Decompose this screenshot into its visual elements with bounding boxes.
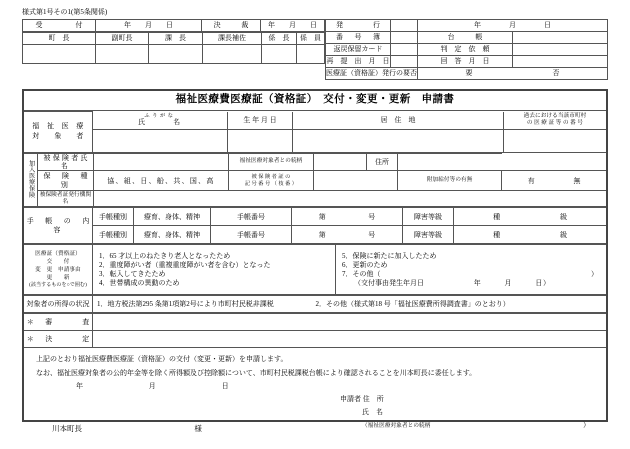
receipt-row-table	[22, 19, 325, 32]
page-title: 福祉医療費医療証（資格証） 交付・変更・更新 申請書	[24, 91, 606, 111]
past-cert-header: 過去における当該市町村 の 医 療 証 等 の 番 号	[504, 112, 607, 130]
applicant-block	[340, 393, 590, 432]
reason-item-4[interactable]: 4．世帯構成の異動のため	[99, 279, 180, 288]
reason-item-5[interactable]: 5．保険に新たに加入したため	[342, 252, 437, 261]
reason-item-7-close: ）	[591, 270, 598, 279]
declaration-date[interactable]: 年 月 日	[76, 381, 240, 390]
relation-label: 福祉医療対象者との続柄	[229, 153, 314, 171]
table-row	[24, 245, 606, 295]
reason-label: 医療証（資格証） 交 付 変 更 申請事由 更 新 (該当するものを○で囲む)	[24, 245, 93, 295]
issue-label-0: 発 行	[326, 20, 391, 32]
top-header-area	[22, 19, 608, 80]
applicant-address-row[interactable]	[340, 393, 590, 406]
official-header-3: 課長補佐	[203, 33, 262, 45]
review-label: ＊ 審 査	[24, 314, 93, 331]
address-input[interactable]	[293, 129, 504, 152]
declaration-block	[24, 348, 606, 393]
techo-number-input-1[interactable]	[292, 226, 403, 244]
techo-number-input-0[interactable]	[292, 208, 403, 226]
issue-need-options	[418, 68, 608, 80]
mayor-name: 川本町長	[52, 424, 82, 434]
insurance-side-label: 加入医療保険	[24, 153, 38, 207]
officials-table	[22, 32, 325, 64]
issue-value-3[interactable]	[391, 56, 418, 68]
techo-gou-0: 号	[368, 212, 376, 221]
official-header-5: 係 員	[297, 33, 325, 45]
birth-input[interactable]	[228, 129, 293, 152]
techo-dai-1: 第	[318, 230, 326, 239]
official-header-4: 係 長	[262, 33, 297, 45]
reason-right-column	[336, 245, 607, 295]
declaration-line-2: なお、福祉医療対象者の公的年金等を除く所得額及び控除額について、市町村民税課税台帳により確認されることを川本町長に委任します。	[36, 368, 477, 377]
address-label: 住所	[367, 153, 398, 171]
issue-label2-2: 判 定 依 頼	[418, 44, 513, 56]
form-number: 様式第1号その1(第5条関係)	[22, 8, 108, 16]
symbol-number-input[interactable]	[314, 171, 398, 191]
issuer-input[interactable]	[94, 191, 607, 207]
issue-label2-3: 回 答 月 日	[418, 56, 513, 68]
issue-need-yes-option[interactable]: 要	[465, 69, 473, 78]
reason-item-1[interactable]: 1．65 才以上のねたきり老人となったため	[99, 252, 231, 261]
reason-left-column	[93, 245, 336, 295]
income-label: 対象者の所得の状況	[24, 296, 93, 313]
table-row	[24, 226, 606, 244]
official-header-1: 副町長	[96, 33, 149, 45]
official-header-0: 町 長	[23, 33, 96, 45]
past-cert-input[interactable]	[504, 129, 607, 152]
techo-table	[24, 207, 606, 244]
address-header: 居 住 地	[293, 112, 504, 130]
official-stamp-1[interactable]	[96, 45, 149, 64]
table-row	[326, 56, 608, 68]
issue-label-2: 返戻保留カード	[326, 44, 391, 56]
official-stamp-2[interactable]	[149, 45, 203, 64]
table-row	[326, 68, 608, 80]
techo-kyu-1: 級	[559, 230, 567, 239]
name-furigana-label: ふりがな	[144, 112, 176, 119]
techo-kyu-0: 級	[559, 212, 567, 221]
issue-date-0[interactable]: 年 月 日	[418, 20, 608, 32]
applicant-name-row[interactable]	[340, 406, 590, 419]
name-input[interactable]	[93, 129, 228, 152]
income-table	[24, 295, 606, 313]
decision-label: ＊ 決 定	[24, 331, 93, 348]
issue-value-0[interactable]	[391, 20, 418, 32]
income-options	[93, 296, 607, 313]
table-row	[23, 20, 325, 32]
mayor-line	[52, 424, 202, 433]
review-input[interactable]	[93, 314, 607, 331]
issue-value2-1[interactable]	[513, 32, 608, 44]
table-row	[24, 331, 606, 348]
name-header	[93, 112, 228, 130]
techo-grade-input-0[interactable]	[454, 208, 607, 226]
issue-label-1: 番 号 簿	[326, 32, 391, 44]
techo-grade-label-0: 障害等級	[403, 208, 454, 226]
techo-dai-0: 第	[318, 212, 326, 221]
relation-input[interactable]	[314, 153, 367, 171]
target-person-table	[24, 111, 606, 153]
applicant-relation-label: （福祉医療対象者との続柄	[362, 423, 431, 430]
table-row	[23, 33, 325, 45]
receipt-date-cell[interactable]: 年 月 日	[96, 20, 202, 32]
reason-item-7[interactable]	[342, 270, 606, 278]
target-person-label: 福 祉 医 療 対 象 者	[24, 112, 93, 153]
applicant-relation-close: ）	[583, 421, 590, 430]
techo-shu-1: 種	[493, 230, 501, 239]
issue-reason-date[interactable]	[342, 279, 606, 287]
applicant-relation-row[interactable]	[340, 419, 590, 432]
table-row	[24, 112, 606, 130]
official-stamp-0[interactable]	[23, 45, 96, 64]
applicant-name-label: 氏 名	[362, 408, 383, 417]
insurance-type-label: 保 険 種 別	[38, 171, 94, 191]
reason-item-6[interactable]: 6．更新のため	[342, 261, 388, 270]
issue-value-2[interactable]	[391, 44, 418, 56]
table-row	[24, 129, 606, 152]
receipt-approval-table	[22, 19, 325, 64]
supplement-label: 附加給付等の有無	[398, 171, 502, 191]
receipt-label: 受 付	[23, 20, 96, 32]
signature-area	[24, 393, 606, 449]
supplement-yes-option[interactable]: 有	[527, 176, 535, 185]
official-stamp-3[interactable]	[203, 45, 262, 64]
table-row	[326, 32, 608, 44]
approval-label: 決 裁	[202, 20, 261, 32]
symbol-number-label: 被 保 険 者 証 の 記 号 番 号 （ 枝 番 ）	[229, 171, 314, 191]
table-row	[326, 44, 608, 56]
techo-grade-input-1[interactable]	[454, 226, 607, 244]
issue-label-3: 再 提 出 月 日	[326, 56, 391, 68]
issue-value2-2[interactable]	[513, 44, 608, 56]
supplement-options	[502, 171, 606, 191]
insured-name-input[interactable]	[94, 153, 229, 171]
table-row	[326, 20, 608, 32]
decision-input[interactable]	[93, 331, 607, 348]
techo-kind-options-0[interactable]: 療育、身体、精神	[134, 208, 211, 226]
income-option-1[interactable]: 1．地方税法第295 条第1項第2号により市町村民税非課税	[97, 300, 274, 309]
techo-grade-label-1: 障害等級	[403, 226, 454, 244]
reason-item-3[interactable]: 3．転入してきたため	[99, 270, 166, 279]
techo-kind-label-0: 手帳種別	[93, 208, 134, 226]
table-row	[24, 208, 606, 226]
insured-address-input[interactable]	[398, 153, 502, 171]
official-stamp-4[interactable]	[262, 45, 297, 64]
sama-honorific: 様	[194, 424, 202, 434]
issue-reason-date-value: 年 月 日）	[473, 279, 551, 288]
issue-label2-1: 台 帳	[418, 32, 513, 44]
declaration-line-1: 上記のとおり福祉医療費医療証（資格証）の交付（変更・更新）を申請します。	[36, 355, 288, 364]
issue-table	[325, 19, 608, 80]
issue-need-no-option[interactable]: 否	[552, 69, 560, 78]
official-stamp-5[interactable]	[297, 45, 325, 64]
table-row	[24, 171, 606, 191]
techo-number-label-0: 手帳番号	[211, 208, 292, 226]
insurance-type-options[interactable]: 協、組、日、船、共、国、高	[94, 171, 229, 191]
issue-rows-table	[325, 19, 608, 80]
insured-name-label: 被保険者氏名	[38, 153, 94, 171]
name-label: 氏 名	[138, 118, 182, 127]
techo-kind-options-1[interactable]: 療育、身体、精神	[134, 226, 211, 244]
issue-reason-date-label: （交付事由発生年月日	[354, 279, 424, 288]
birth-header: 生 年 月 日	[228, 112, 293, 130]
supplement-no-option[interactable]: 無	[573, 176, 581, 185]
techo-kind-label-1: 手帳種別	[93, 226, 134, 244]
techo-gou-1: 号	[368, 230, 376, 239]
reason-item-7-label: 7．その他（	[342, 270, 381, 279]
table-row	[24, 296, 606, 313]
techo-shu-0: 種	[493, 212, 501, 221]
insurance-table	[24, 153, 606, 208]
official-header-2: 課 長	[149, 33, 203, 45]
reason-table	[24, 244, 606, 295]
reason-item-2[interactable]: 2．重度障がい者（重複重度障がい者を含む）となった	[99, 261, 271, 270]
techo-label: 手 帳 の 内 容	[24, 208, 93, 244]
table-row	[23, 45, 325, 64]
applicant-address-label: 申請者 住 所	[340, 395, 384, 404]
table-row	[24, 191, 606, 207]
application-form-box	[22, 89, 608, 434]
issue-value2-3[interactable]	[513, 56, 608, 68]
table-row	[24, 314, 606, 331]
issue-need-label: 医療証（資格証）発行の要否	[326, 68, 418, 80]
review-table	[24, 313, 606, 348]
techo-number-label-1: 手帳番号	[211, 226, 292, 244]
table-row	[24, 153, 606, 171]
income-option-2[interactable]: 2．その他（様式第18 号「福祉医療費所得調査書」のとおり）	[315, 300, 510, 309]
approval-date-cell[interactable]: 年 月 日	[261, 20, 325, 32]
issue-value-1[interactable]	[391, 32, 418, 44]
issuer-label: 被保険者証発行機関名	[38, 191, 94, 207]
